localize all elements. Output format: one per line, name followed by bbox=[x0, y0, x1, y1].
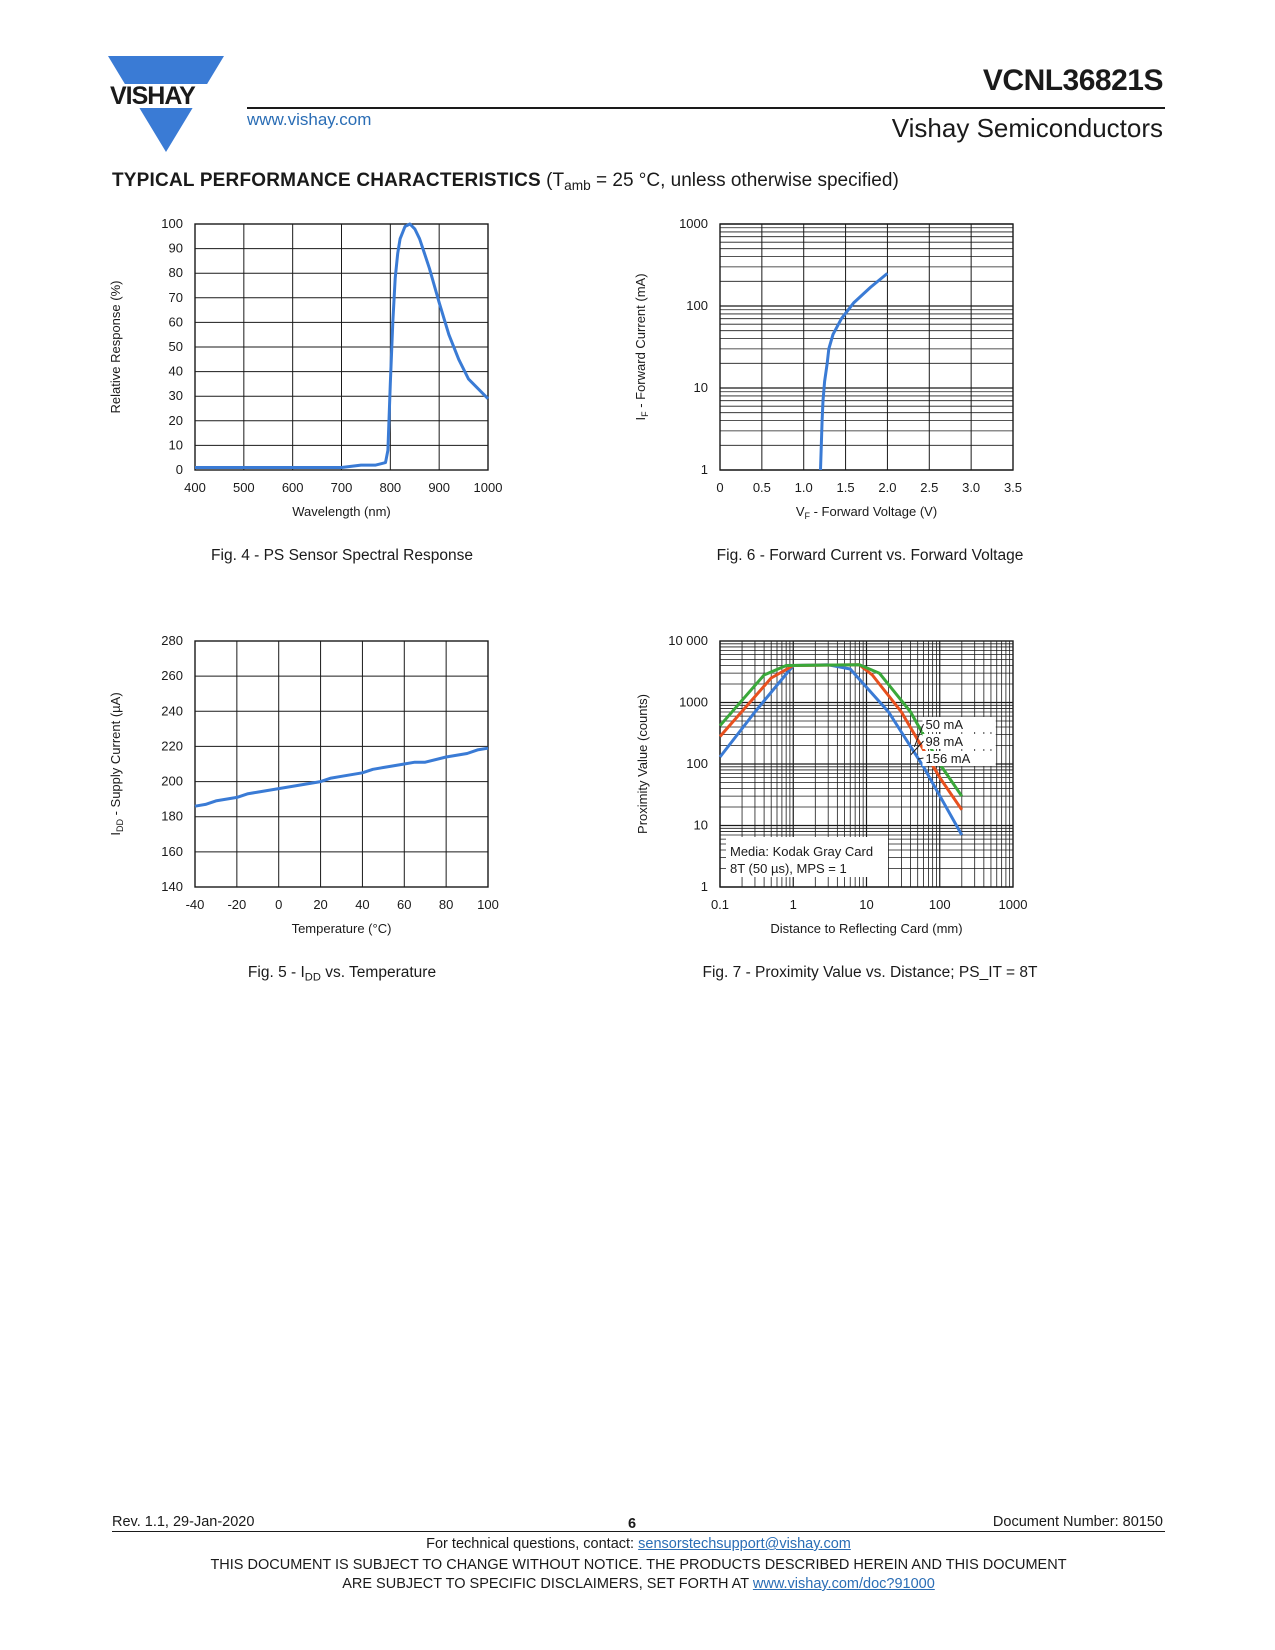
x-tick-label: 0 bbox=[716, 480, 724, 495]
vishay-logo bbox=[108, 56, 224, 152]
fig4-caption: Fig. 4 - PS Sensor Spectral Response bbox=[211, 547, 473, 564]
x-tick-label: 0.1 bbox=[710, 897, 730, 912]
series-line bbox=[195, 748, 488, 806]
y-tick-label: 30 bbox=[168, 388, 183, 404]
footer-disclaimer-prefix: ARE SUBJECT TO SPECIFIC DISCLAIMERS, SET FORTH AT bbox=[342, 1576, 753, 1592]
x-tick-label: 700 bbox=[330, 480, 353, 495]
fig5-caption-suffix: vs. Temperature bbox=[320, 964, 437, 981]
section-condition-prefix: (T bbox=[540, 170, 565, 191]
x-tick-label: 40 bbox=[355, 897, 370, 912]
plot-frame bbox=[720, 224, 1013, 470]
legend-label: 156 mA bbox=[925, 751, 971, 766]
x-tick-label: 1.0 bbox=[794, 480, 813, 495]
x-axis-label: $V_F$ - Forward Voltage (V) bbox=[795, 504, 938, 521]
x-tick-label: 2.0 bbox=[878, 480, 897, 495]
fig5-caption bbox=[112, 964, 572, 982]
x-tick-label: 400 bbox=[184, 480, 206, 495]
x-tick-label: 3.5 bbox=[1003, 480, 1023, 495]
plot-frame bbox=[195, 641, 488, 887]
y-tick-label: 10 bbox=[693, 380, 708, 395]
y-tick-label: 100 bbox=[686, 298, 708, 313]
x-tick-label: 10 bbox=[859, 897, 874, 912]
footer-disclaimer-line1: THIS DOCUMENT IS SUBJECT TO CHANGE WITHOUT NOTICE. THE PRODUCTS DESCRIBED HEREIN AND THIS DOCUMENT bbox=[210, 1557, 1067, 1573]
y-tick-label: 1000 bbox=[679, 216, 708, 231]
fig7-caption: Fig. 7 - Proximity Value vs. Distance; PS_IT = 8T bbox=[702, 964, 1038, 981]
y-tick-label: 180 bbox=[161, 808, 183, 824]
y-axis-label: Proximity Value (counts) bbox=[635, 694, 650, 834]
y-axis-label: $I_F$ - Forward Current (mA) bbox=[633, 273, 650, 421]
legend-label: 50 mA bbox=[925, 717, 964, 732]
y-tick-label: 90 bbox=[168, 240, 183, 256]
y-tick-label: 1000 bbox=[679, 694, 708, 710]
y-tick-label: 100 bbox=[161, 216, 183, 231]
y-tick-label: 140 bbox=[161, 879, 183, 894]
x-tick-label: 1000 bbox=[473, 480, 503, 495]
annotation-line: 8T (50 µs), MPS = 1 bbox=[730, 861, 847, 876]
website-link[interactable]: www.vishay.com bbox=[247, 110, 372, 129]
x-tick-label: 1 bbox=[789, 897, 797, 912]
y-tick-label: 100 bbox=[686, 756, 708, 771]
fig6-caption: Fig. 6 - Forward Current vs. Forward Voltage bbox=[716, 547, 1024, 564]
y-tick-label: 70 bbox=[168, 289, 183, 305]
chart-fig7 bbox=[625, 627, 1055, 947]
chart-fig5 bbox=[100, 627, 520, 947]
footer-contact-label: For technical questions, contact: bbox=[426, 1536, 639, 1552]
part-number: VCNL36821S bbox=[982, 64, 1163, 97]
x-tick-label: 60 bbox=[397, 897, 412, 912]
y-tick-label: 260 bbox=[161, 668, 183, 684]
y-tick-label: 240 bbox=[161, 703, 183, 719]
y-axis-label: $I_{DD}$ - Supply Current (µA) bbox=[108, 692, 125, 836]
footer-contact bbox=[112, 1536, 1165, 1552]
x-tick-label: 800 bbox=[379, 480, 402, 495]
company-name: Vishay Semiconductors bbox=[891, 113, 1163, 143]
x-tick-label: -20 bbox=[227, 897, 247, 912]
support-email-link[interactable]: sensorstechsupport@vishay.com bbox=[638, 1536, 851, 1552]
y-tick-label: 10 000 bbox=[668, 633, 708, 648]
y-tick-label: 160 bbox=[161, 843, 183, 859]
x-tick-label: 80 bbox=[438, 897, 454, 912]
y-axis-label: Relative Response (%) bbox=[108, 280, 123, 414]
series-line bbox=[821, 273, 888, 470]
y-tick-label: 0 bbox=[175, 462, 183, 477]
footer-divider bbox=[112, 1531, 1165, 1532]
chart-fig6 bbox=[625, 210, 1045, 530]
x-tick-label: 2.5 bbox=[920, 480, 939, 495]
annotation-line: Media: Kodak Gray Card bbox=[730, 844, 874, 859]
y-tick-label: 10 bbox=[693, 817, 708, 833]
y-tick-label: 1 bbox=[700, 462, 708, 477]
x-tick-label: 600 bbox=[281, 480, 304, 495]
x-axis-label: Wavelength (nm) bbox=[292, 504, 391, 519]
x-axis-label: Distance to Reflecting Card (mm) bbox=[770, 921, 963, 936]
logo-wordmark: VISHAY bbox=[110, 82, 195, 110]
disclaimer-link[interactable]: www.vishay.com/doc?91000 bbox=[752, 1576, 935, 1592]
section-title-bold: TYPICAL PERFORMANCE CHARACTERISTICS bbox=[112, 170, 541, 191]
footer-disclaimer-line2 bbox=[112, 1576, 1165, 1592]
x-tick-label: 0.5 bbox=[752, 480, 771, 495]
y-tick-label: 200 bbox=[161, 773, 183, 789]
chart-fig4 bbox=[100, 210, 520, 530]
y-tick-label: 80 bbox=[168, 265, 183, 281]
footer-document-number: Document Number: 80150 bbox=[992, 1514, 1163, 1530]
section-title bbox=[112, 170, 899, 192]
x-tick-label: 1000 bbox=[998, 897, 1028, 912]
x-tick-label: 100 bbox=[477, 897, 499, 912]
x-tick-label: 20 bbox=[313, 897, 328, 912]
header-divider bbox=[247, 107, 1165, 109]
x-tick-label: 0 bbox=[275, 897, 283, 912]
fig5-caption-sub: DD bbox=[304, 971, 321, 984]
x-tick-label: 900 bbox=[428, 480, 451, 495]
y-tick-label: 280 bbox=[161, 633, 183, 648]
y-tick-label: 60 bbox=[168, 314, 183, 330]
x-tick-label: 1.5 bbox=[836, 480, 855, 495]
legend-label: 98 mA bbox=[925, 734, 964, 749]
y-tick-label: 1 bbox=[700, 879, 708, 894]
y-tick-label: 220 bbox=[161, 738, 183, 754]
y-tick-label: 50 bbox=[168, 339, 183, 354]
x-tick-label: 100 bbox=[928, 897, 951, 912]
footer-page-number: 6 bbox=[628, 1516, 637, 1532]
series-line-50ma bbox=[720, 665, 962, 835]
section-condition-suffix: = 25 °C, unless otherwise specified) bbox=[590, 170, 899, 191]
y-tick-label: 40 bbox=[168, 363, 183, 379]
y-tick-label: 10 bbox=[168, 437, 183, 453]
x-tick-label: -40 bbox=[185, 897, 205, 912]
x-tick-label: 3.0 bbox=[962, 480, 981, 495]
y-tick-label: 20 bbox=[168, 412, 183, 428]
section-condition-sub: amb bbox=[564, 178, 591, 194]
footer-revision: Rev. 1.1, 29-Jan-2020 bbox=[112, 1514, 255, 1530]
x-axis-label: Temperature (°C) bbox=[291, 921, 392, 936]
fig5-caption-prefix: Fig. 5 - I bbox=[247, 964, 305, 981]
x-tick-label: 500 bbox=[232, 480, 255, 495]
